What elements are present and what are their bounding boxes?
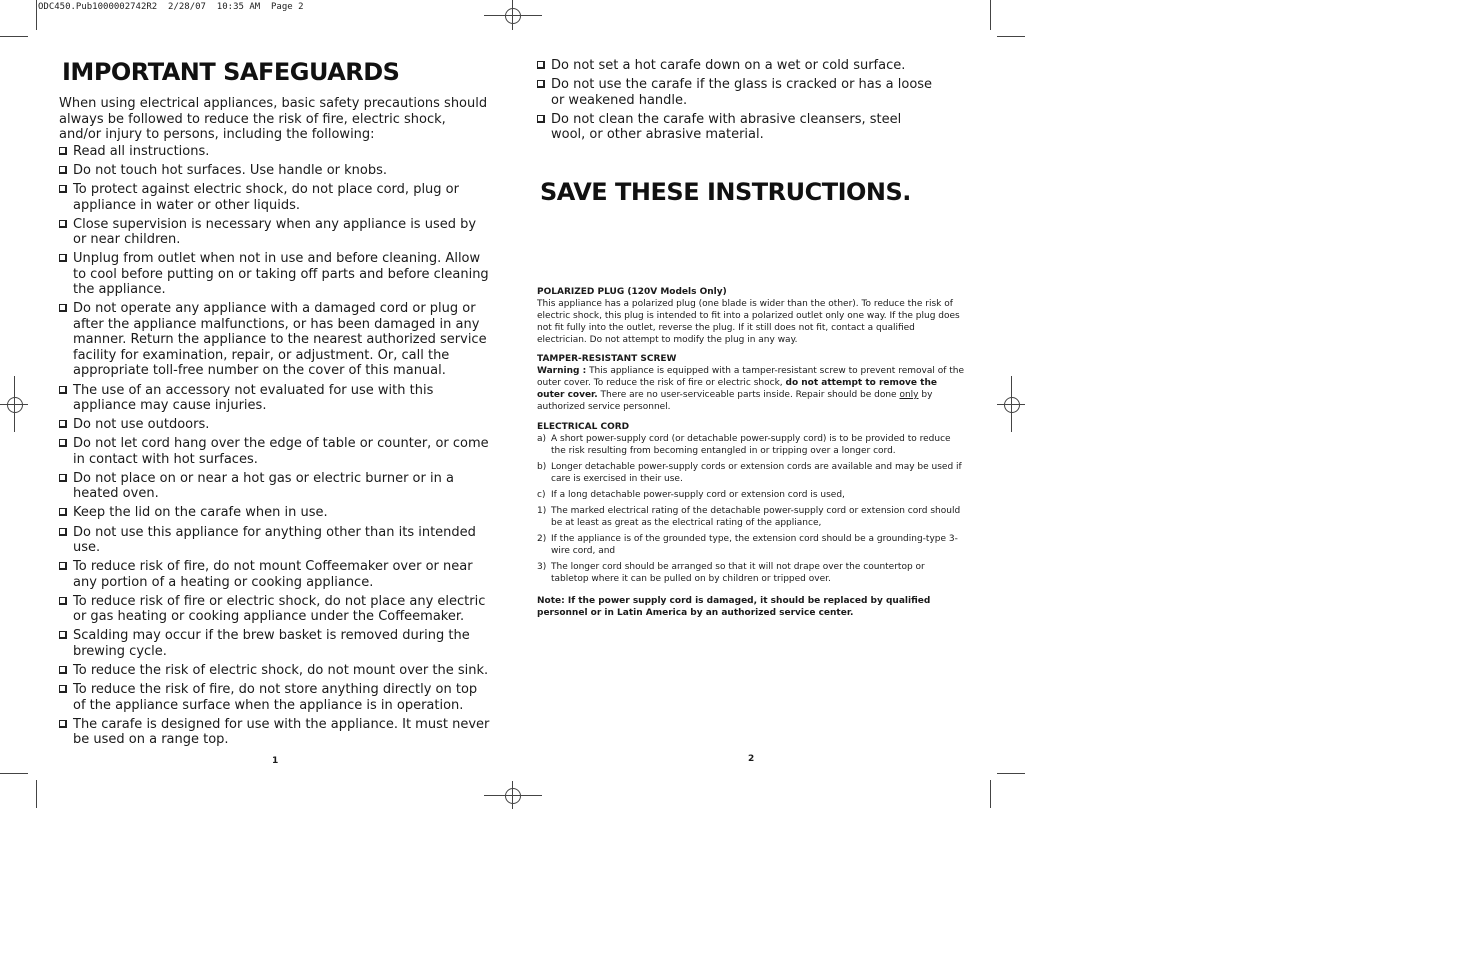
checkbox-bullet-icon [59, 685, 67, 693]
cord-item-text: A short power-supply cord (or detachable power-supply cord) is to be provided to reduce the risk resulting from becoming entangled in or tripping over a longer cord. [551, 434, 951, 456]
safeguard-item [59, 717, 491, 748]
polarized-plug-text: This appliance has a polarized plug (one blade is wider than the other). To reduce the risk of electric shock, this plug is intended to fit into a polarized outlet only one way. If the plug does not fit fully into the outlet, reverse the plug. If it still does not fit, contact a qualified electrician. Do not attempt to modify the plug in any way. [537, 299, 960, 345]
cord-list-item [537, 433, 965, 457]
safeguard-text: Do not touch hot surfaces. Use handle or knobs. [73, 163, 387, 179]
checkbox-bullet-icon [59, 528, 67, 536]
safeguard-text: Do not operate any appliance with a damaged cord or plug or after the appliance malfunctions, or has been damaged in any manner. Return the appliance to the nearest authorized service facility for examination, repair, or adjustment. Or, call the appropriate toll-free number on the cover of this manual. [73, 301, 487, 379]
safeguard-item [59, 217, 491, 248]
safeguard-item [59, 525, 491, 556]
electrical-cord-title: ELECTRICAL CORD [537, 422, 630, 432]
safeguard-item [537, 77, 937, 108]
checkbox-bullet-icon [59, 220, 67, 228]
safeguard-item [59, 182, 491, 213]
checkbox-bullet-icon [59, 631, 67, 639]
save-instructions-heading: SAVE THESE INSTRUCTIONS. [540, 178, 911, 206]
safeguard-item [59, 383, 491, 414]
checkbox-bullet-icon [537, 115, 545, 123]
cord-item-marker: a) [537, 434, 547, 444]
safeguard-item [59, 559, 491, 590]
safeguard-item [59, 628, 491, 659]
power-cord-note: Note: If the power supply cord is damaged, it should be replaced by qualified personnel or in Latin America by an authorized service center. [537, 596, 931, 618]
safeguard-text: Do not use outdoors. [73, 417, 210, 433]
safeguards-list [59, 144, 491, 751]
safeguard-item [59, 301, 491, 379]
polarized-plug-title: POLARIZED PLUG (120V Models Only) [537, 287, 727, 297]
checkbox-bullet-icon [59, 439, 67, 447]
safeguard-text: Read all instructions. [73, 144, 210, 159]
cord-item-text: The longer cord should be arranged so that it will not drape over the countertop or tabletop where it can be pulled on by children or tripped over. [551, 562, 925, 584]
electrical-cord-section [537, 421, 965, 619]
safeguard-text: Do not clean the carafe with abrasive cleansers, steel wool, or other abrasive material. [551, 111, 902, 143]
cord-item-text: Longer detachable power-supply cords or extension cords are available and may be used if care is exercised in their use. [551, 462, 962, 484]
safeguard-item [59, 163, 491, 179]
carafe-safeguards-list [537, 58, 937, 146]
safeguard-text: Close supervision is necessary when any appliance is used by or near children. [73, 216, 477, 248]
safeguard-item [59, 505, 491, 521]
safeguard-item [59, 471, 491, 502]
underlined-only: only [899, 390, 919, 400]
print-slug: ODC450.Pub1000002742R2 2/28/07 10:35 AM Page 2 [38, 2, 304, 12]
safeguard-text: Do not place on or near a hot gas or electric burner or in a heated oven. [73, 470, 454, 502]
intro-paragraph: When using electrical appliances, basic safety precautions should always be followed to reduce the risk of fire, electric shock, and/or injury to persons, including the following: [59, 96, 488, 142]
safeguard-text: Do not let cord hang over the edge of table or counter, or come in contact with hot surfaces. [73, 436, 489, 467]
tamper-screw-title: TAMPER-RESISTANT SCREW [537, 354, 677, 364]
cord-item-marker: c) [537, 490, 546, 500]
checkbox-bullet-icon [59, 720, 67, 728]
cord-list-item [537, 561, 965, 585]
safeguard-text: Keep the lid on the carafe when in use. [73, 505, 328, 521]
checkbox-bullet-icon [59, 508, 67, 516]
safeguard-text: Do not use the carafe if the glass is cracked or has a loose or weakened handle. [551, 77, 933, 108]
cord-list-item [537, 489, 965, 501]
checkbox-bullet-icon [59, 304, 67, 312]
checkbox-bullet-icon [59, 474, 67, 482]
cord-list-item [537, 505, 965, 529]
safeguard-text: Scalding may occur if the brew basket is removed during the brewing cycle. [73, 628, 470, 659]
safeguard-item [59, 436, 491, 467]
safeguard-item [59, 144, 491, 160]
cord-list-item [537, 461, 965, 485]
safeguard-text: The use of an accessory not evaluated for use with this appliance may cause injuries. [73, 382, 434, 414]
tamper-screw-section [537, 353, 965, 413]
safeguard-item [59, 682, 491, 713]
checkbox-bullet-icon [59, 420, 67, 428]
checkbox-bullet-icon [59, 185, 67, 193]
checkbox-bullet-icon [59, 386, 67, 394]
checkbox-bullet-icon [537, 61, 545, 69]
safeguard-item [59, 663, 491, 679]
page-number-left: 1 [272, 756, 279, 766]
checkbox-bullet-icon [59, 562, 67, 570]
checkbox-bullet-icon [59, 597, 67, 605]
checkbox-bullet-icon [59, 254, 67, 262]
page-title-safeguards: IMPORTANT SAFEGUARDS [62, 58, 400, 86]
cord-item-marker: 3) [537, 562, 547, 572]
safeguard-item [59, 594, 491, 625]
cord-list-item [537, 533, 965, 557]
warning-label: Warning : [537, 366, 587, 376]
tamper-screw-text: Warning : This appliance is equipped with a tamper-resistant screw to prevent removal of the outer cover. To reduce the risk of fire or electric shock, do not attempt to remove the outer cover. There are no user-serviceable parts inside. Repair should be done only by authorized service personnel. [537, 366, 965, 412]
checkbox-bullet-icon [59, 147, 67, 155]
cord-item-text: If a long detachable power-supply cord or extension cord is used, [551, 490, 845, 500]
cord-item-text: The marked electrical rating of the detachable power-supply cord or extension cord should be at least as great as the electrical rating of the appliance, [551, 506, 961, 528]
warning-emphasis: do not attempt to remove the outer cover. [537, 378, 937, 400]
cord-item-marker: b) [537, 462, 547, 472]
safeguard-text: To protect against electric shock, do not place cord, plug or appliance in water or other liquids. [73, 182, 459, 213]
safeguard-text: To reduce risk of fire or electric shock, do not place any electric or gas heating or cooking appliance under the Coffeemaker. [73, 593, 486, 625]
cord-item-marker: 1) [537, 506, 547, 516]
cord-item-text: If the appliance is of the grounded type, the extension cord should be a grounding-type 3-wire cord, and [551, 534, 958, 556]
polarized-plug-section [537, 286, 965, 346]
safeguard-text: Do not set a hot carafe down on a wet or cold surface. [551, 58, 906, 73]
safeguard-item [537, 112, 937, 143]
safeguard-text: Unplug from outlet when not in use and before cleaning. Allow to cool before putting on or taking off parts and before cleaning the appliance. [73, 251, 489, 298]
safeguard-item [537, 58, 937, 74]
safeguard-text: The carafe is designed for use with the appliance. It must never be used on a range top. [73, 716, 490, 748]
safeguard-text: To reduce the risk of fire, do not store anything directly on top of the appliance surface when the appliance is in operation. [73, 682, 478, 713]
checkbox-bullet-icon [59, 666, 67, 674]
checkbox-bullet-icon [537, 80, 545, 88]
checkbox-bullet-icon [59, 166, 67, 174]
page-number-right: 2 [748, 754, 755, 764]
safeguard-text: To reduce risk of fire, do not mount Coffeemaker over or near any portion of a heating or cooking appliance. [73, 559, 473, 590]
safeguard-item [59, 417, 491, 433]
electrical-cord-list [537, 433, 965, 585]
safeguard-item [59, 251, 491, 298]
safeguard-text: To reduce the risk of electric shock, do not mount over the sink. [73, 662, 489, 678]
cord-item-marker: 2) [537, 534, 547, 544]
safeguard-text: Do not use this appliance for anything other than its intended use. [73, 524, 476, 556]
